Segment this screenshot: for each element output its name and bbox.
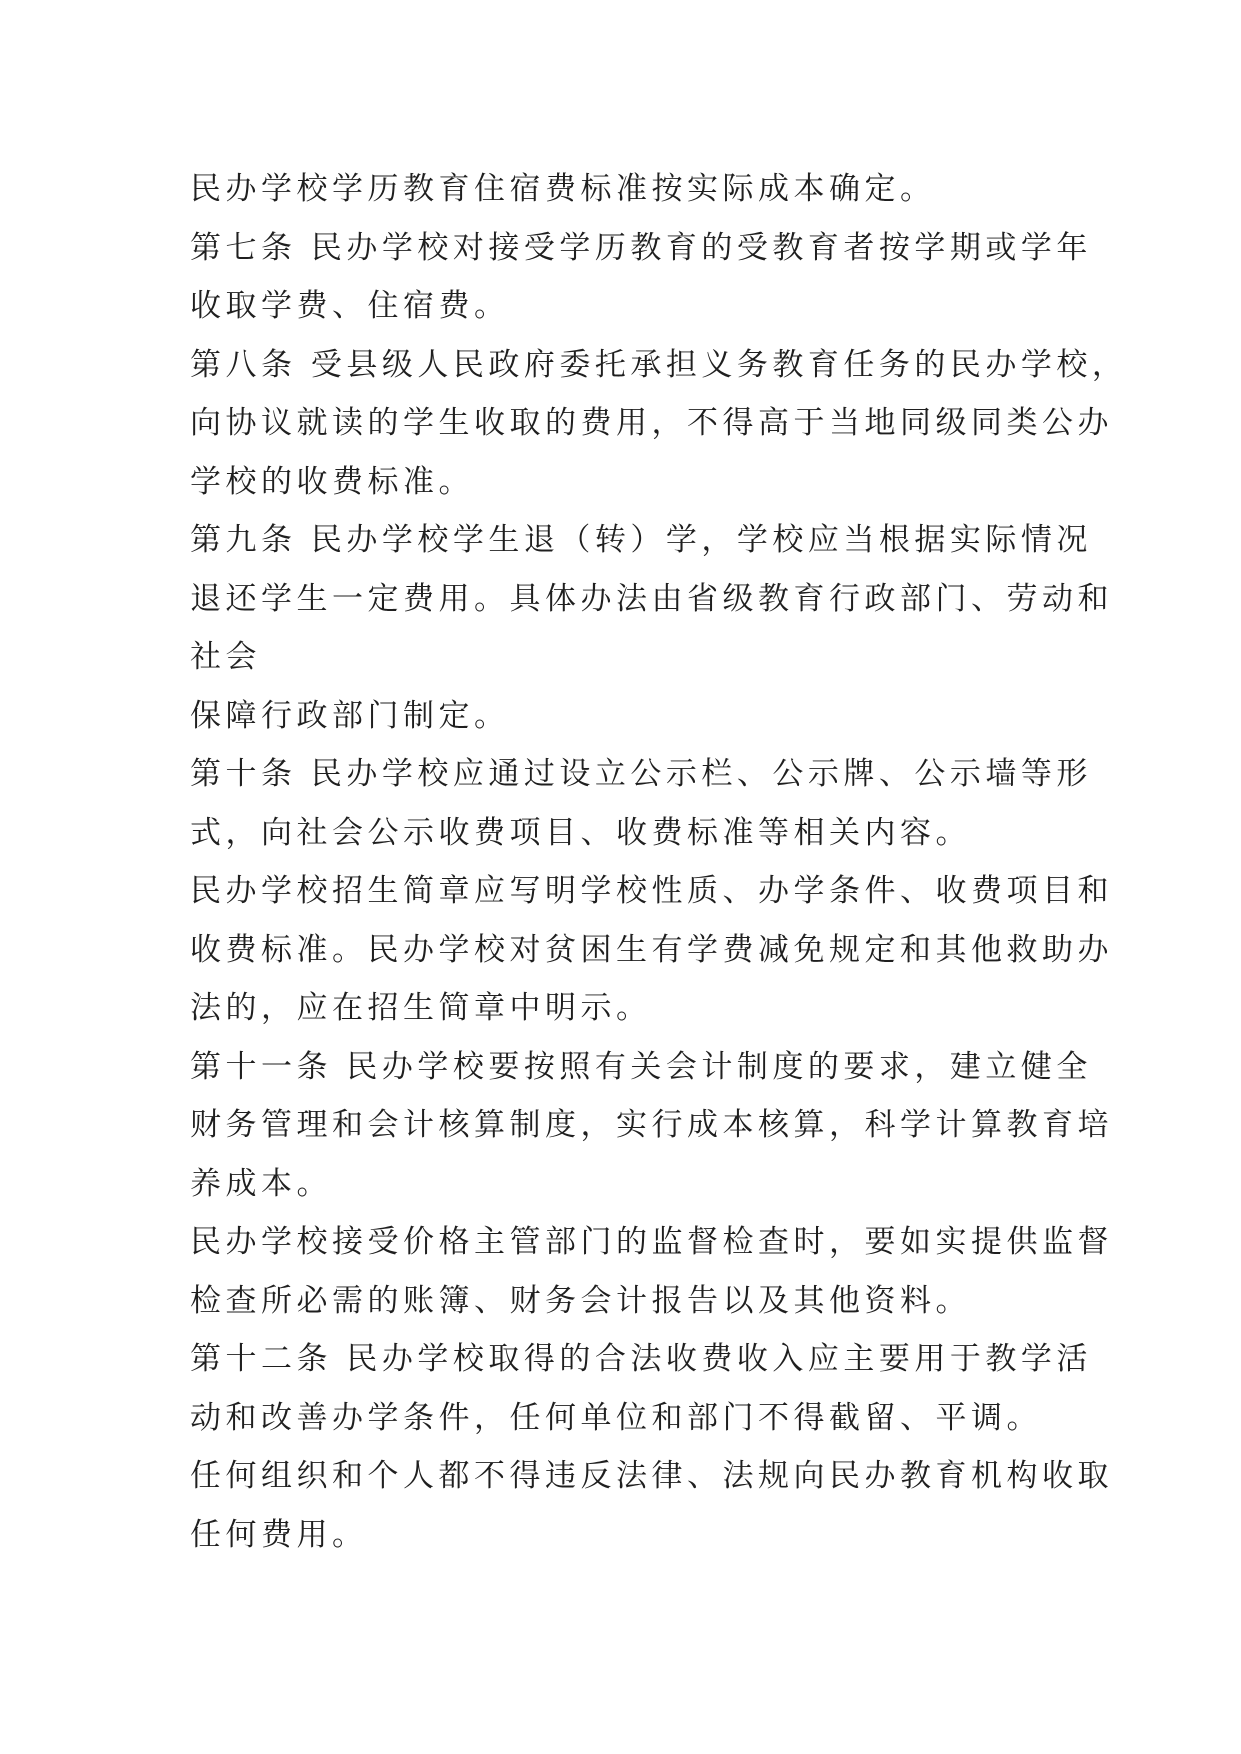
- text-line: 第十一条 民办学校要按照有关会计制度的要求，建立健全: [190, 1048, 1092, 1085]
- text-line: 第七条 民办学校对接受学历教育的受教育者按学期或学年: [190, 229, 1092, 266]
- text-line: 第八条 受县级人民政府委托承担义务教育任务的民办学校，: [190, 346, 1128, 383]
- text-line: 任何组织和个人都不得违反法律、法规向民办教育机构收取: [190, 1458, 1113, 1494]
- text-line: 第九条 民办学校学生退（转）学，学校应当根据实际情况: [190, 522, 1092, 558]
- text-line: 民办学校接受价格主管部门的监督检查时，要如实提供监督: [190, 1224, 1113, 1260]
- text-line: 第十条 民办学校应通过设立公示栏、公示牌、公示墙等形: [190, 756, 1092, 792]
- text-line: 养成本。: [190, 1165, 332, 1202]
- text-line: 法的，应在招生简章中明示。: [190, 990, 652, 1026]
- text-line: 式，向社会公示收费项目、收费标准等相关内容。: [190, 814, 971, 851]
- text-line: 任何费用。: [190, 1516, 368, 1553]
- text-line: 检查所必需的账簿、财务会计报告以及其他资料。: [190, 1282, 971, 1319]
- text-line: 财务管理和会计核算制度，实行成本核算，科学计算教育培: [190, 1107, 1113, 1143]
- text-line: 保障行政部门制定。: [190, 697, 510, 734]
- text-line: 学校的收费标准。: [190, 463, 474, 500]
- text-line: 民办学校招生简章应写明学校性质、办学条件、收费项目和: [190, 873, 1113, 909]
- text-line: 收费标准。民办学校对贫困生有学费减免规定和其他救助办: [190, 931, 1113, 968]
- text-line: 民办学校学历教育住宿费标准按实际成本确定。: [190, 171, 936, 207]
- text-line: 退还学生一定费用。具体办法由省级教育行政部门、劳动和: [190, 580, 1113, 617]
- text-line: 社会: [190, 639, 261, 675]
- text-line: 收取学费、住宿费。: [190, 288, 510, 324]
- text-line: 第十二条 民办学校取得的合法收费收入应主要用于教学活: [190, 1341, 1092, 1377]
- document-body: [190, 160, 1128, 1564]
- text-line: 向协议就读的学生收取的费用，不得高于当地同级同类公办: [190, 405, 1113, 441]
- text-line: 动和改善办学条件，任何单位和部门不得截留、平调。: [190, 1399, 1042, 1436]
